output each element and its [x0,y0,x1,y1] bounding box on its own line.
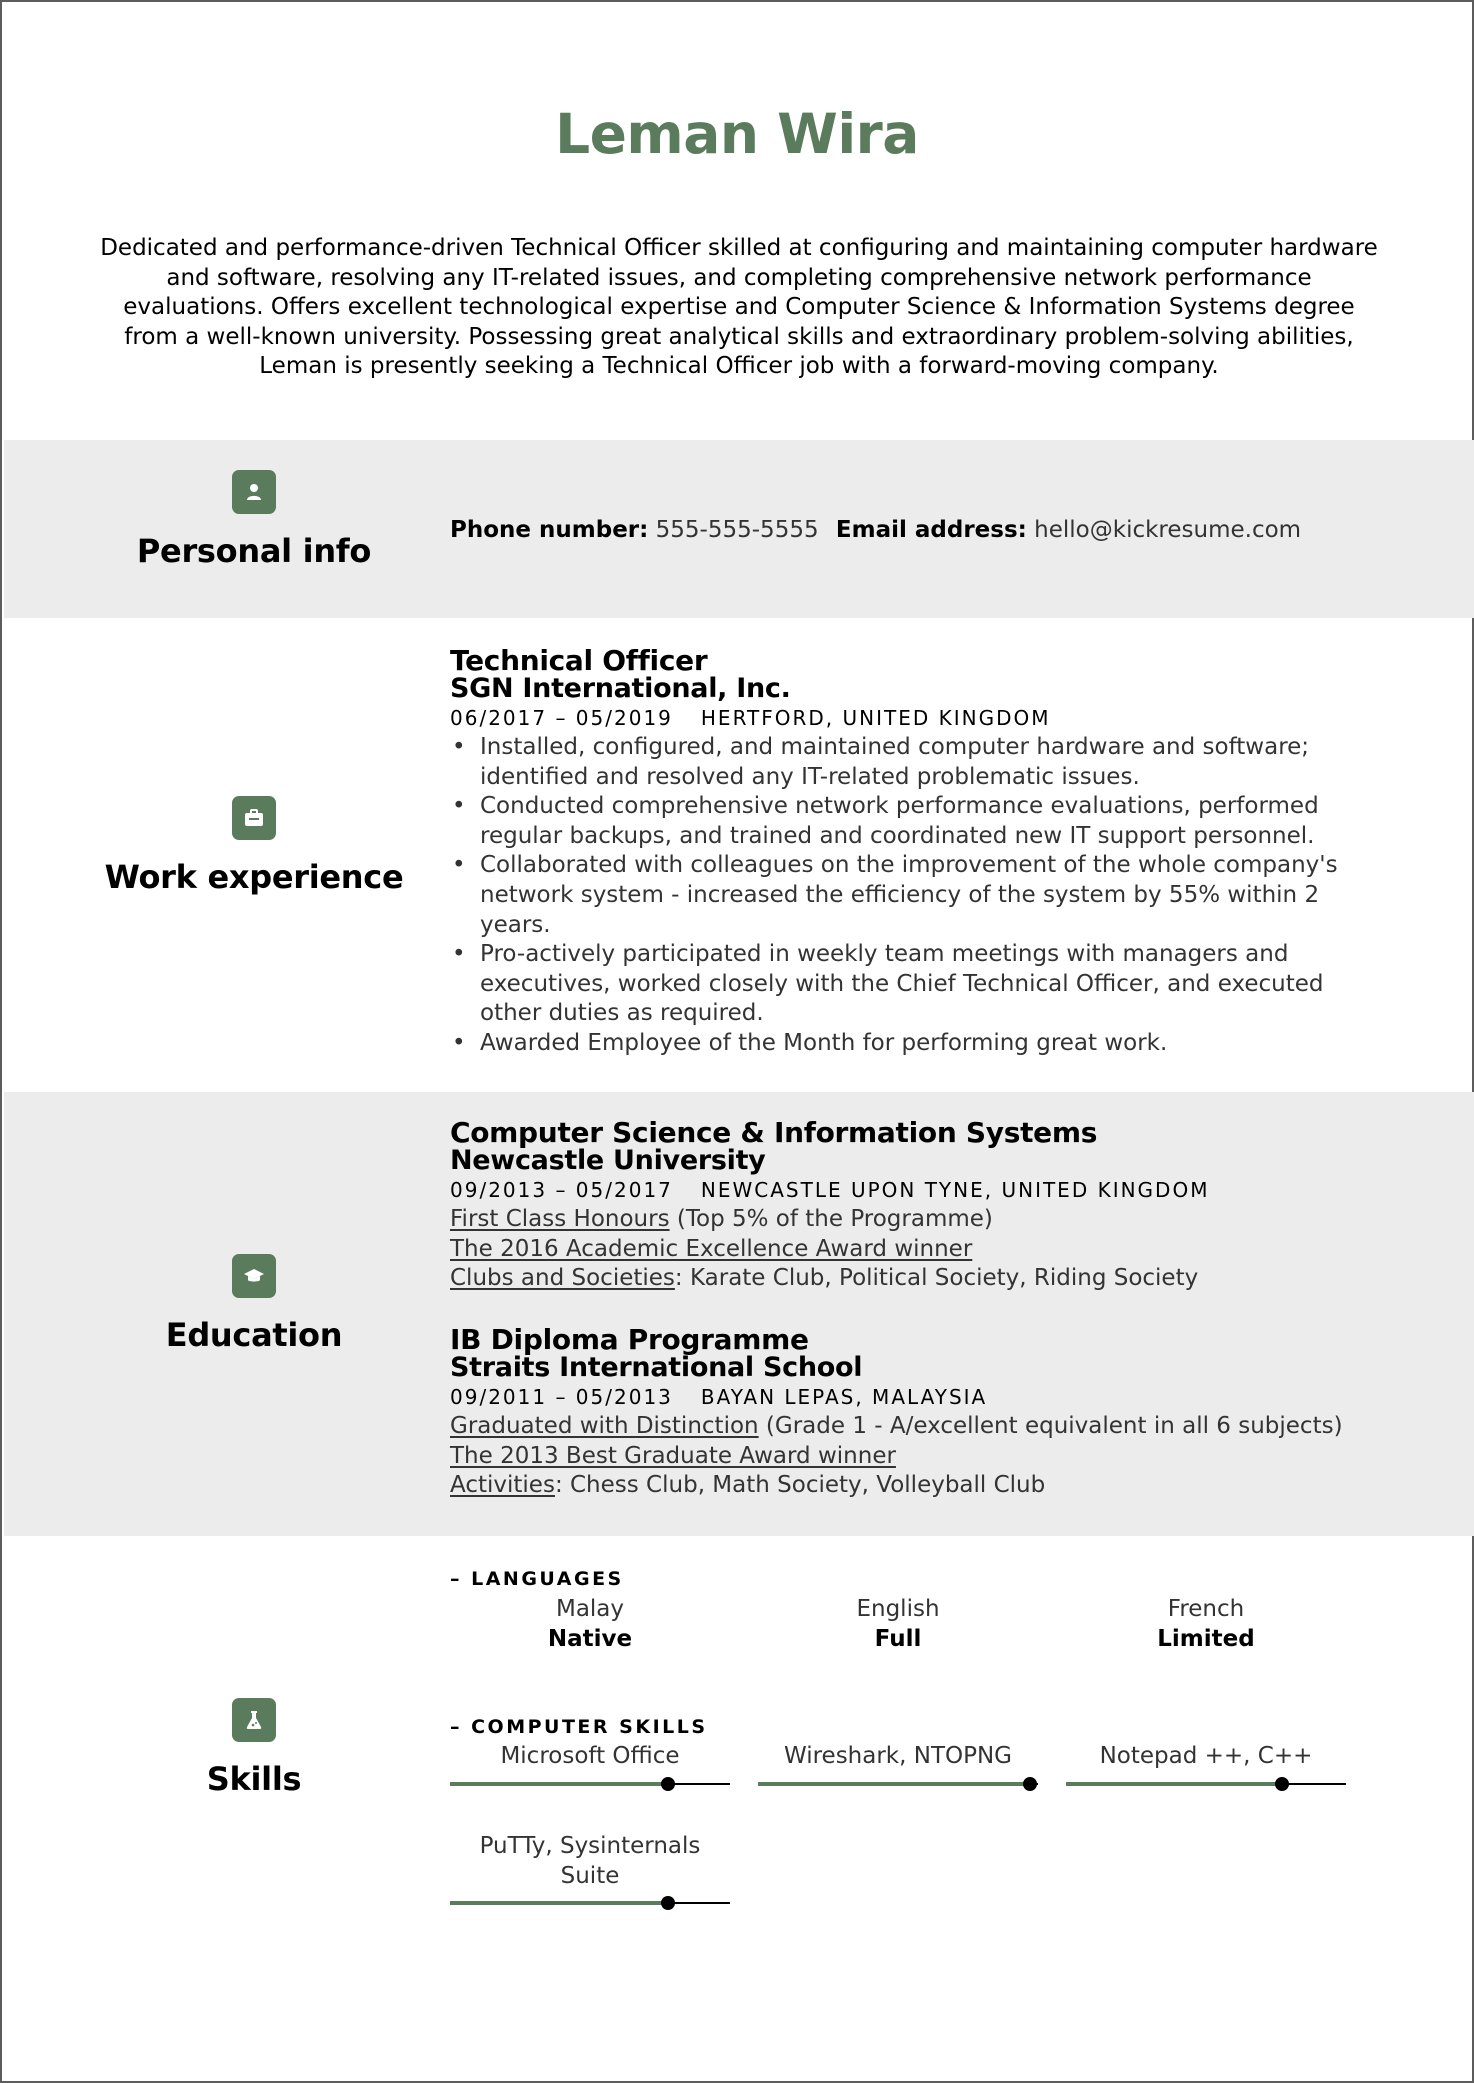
education-note: : Chess Club, Math Society, Volleyball Club [554,1472,1046,1499]
language-item [758,1594,1038,1654]
personal-info-side [4,470,504,570]
job-entry [450,646,1370,1059]
list-item: • Installed, configured, and maintained computer hardware and software; identified and resolved any IT-related problematic issues. [450,733,1370,792]
school-name: Newcastle University [450,1145,766,1176]
job-bullets [450,733,1370,1059]
computer-skills-heading: – COMPUTER SKILLS [450,1716,708,1738]
education-link[interactable]: Activities [450,1472,555,1499]
skills-side [4,1698,504,1798]
personal-info-section [4,440,1474,618]
candidate-name: Leman Wira [555,102,919,166]
education-link[interactable]: Graduated with Distinction [450,1413,759,1439]
skill-bar-handle [1023,1777,1037,1791]
email-label: Email address: [835,517,1027,543]
job-meta [450,703,1370,733]
briefcase-icon [232,796,276,840]
education-dates: 09/2011 – 05/2013 [450,1385,673,1409]
education-line [450,1235,1370,1265]
degree-title: IB Diploma Programme [450,1323,809,1356]
skill-bar-handle [661,1896,675,1910]
person-icon [232,470,276,514]
degree-title: Computer Science & Information Systems [450,1116,1098,1149]
language-name: French [1167,1596,1245,1622]
personal-info-content [450,516,1370,546]
job-company: SGN International, Inc. [450,673,791,704]
skill-bar-handle [661,1777,675,1791]
skill-bar [450,1895,730,1911]
education-entry-2 [450,1325,1370,1501]
education-dates: 09/2013 – 05/2017 [450,1178,673,1202]
school-name: Straits International School [450,1352,863,1383]
work-experience-heading: Work experience [104,858,404,896]
skill-name-line: PuTTy, Sysinternals [479,1833,701,1859]
skill-item [450,1742,730,1792]
skill-bar-fill [450,1782,668,1786]
education-entry-1 [450,1118,1370,1294]
skill-bar [1066,1776,1346,1792]
list-item: • Awarded Employee of the Month for performing great work. [450,1029,1370,1059]
skill-item [1066,1742,1346,1792]
education-line [450,1205,1370,1235]
skill-bar [758,1776,1038,1792]
language-level: Native [547,1626,633,1652]
skill-name: Notepad ++, C++ [1099,1743,1313,1769]
language-level: Full [874,1626,922,1652]
job-dates: 06/2017 – 05/2019 [450,706,673,730]
skill-name: Microsoft Office [500,1743,680,1769]
language-item [450,1594,730,1654]
skill-bar [450,1776,730,1792]
skill-bar-fill [758,1782,1030,1786]
language-item [1066,1594,1346,1654]
contact-line [450,516,1370,546]
education-note: : Karate Club, Political Society, Riding Society [674,1265,1199,1292]
work-experience-side [4,796,504,896]
education-link[interactable]: The 2013 Best Graduate Award winner [450,1442,896,1469]
phone-label: Phone number: [450,517,649,543]
education-location: NEWCASTLE UPON TYNE, UNITED KINGDOM [700,1178,1210,1202]
education-side [4,1254,504,1354]
email-value[interactable]: hello@kickresume.com [1034,517,1302,543]
education-link[interactable]: First Class Honours [450,1206,670,1232]
education-meta [450,1175,1370,1205]
skill-name: Wireshark, NTOPNG [783,1743,1013,1769]
list-item: • Collaborated with colleagues on the improvement of the whole company's network system - increased the efficiency of the system by 55% within 2 years. [450,851,1370,940]
education-link[interactable]: The 2016 Academic Excellence Award winner [450,1235,973,1262]
skill-name-line: Suite [560,1862,620,1889]
education-section [4,1092,1474,1536]
education-line [450,1412,1370,1442]
education-note: (Top 5% of the Programme) [669,1206,993,1232]
personal-info-heading: Personal info [136,532,372,570]
education-line [450,1264,1370,1294]
skill-item [758,1742,1038,1792]
graduation-cap-icon [232,1254,276,1298]
skills-section [4,1536,1474,2036]
flask-icon [232,1698,276,1742]
skill-bar-handle [1275,1777,1289,1791]
education-heading: Education [165,1316,343,1354]
skills-heading: Skills [206,1760,302,1798]
profile-summary: Dedicated and performance-driven Technical Officer skilled at configuring and maintaining computer hardware and software, resolving any IT-related issues, and completing comprehensive network performance evaluations. Offers excellent technological expertise and Computer Science & Information Systems degree from a well-known university. Possessing great analytical skills and extraordinary problem-solving abilities, Leman is presently seeking a Technical Officer job with a forward-moving company. [100,235,1378,379]
skill-name [450,1832,730,1891]
skill-bar-fill [450,1901,668,1905]
language-name: Malay [555,1596,625,1622]
work-experience-section [4,618,1474,1092]
phone-value[interactable]: 555-555-5555 [655,517,819,543]
education-meta [450,1382,1370,1412]
education-line [450,1442,1370,1472]
education-note: (Grade 1 - A/excellent equivalent in all 6 subjects) [758,1413,1343,1439]
job-title: Technical Officer [450,644,708,677]
education-line [450,1471,1370,1501]
list-item: • Pro-actively participated in weekly team meetings with managers and executives, worked closely with the Chief Technical Officer, and executed other duties as required. [450,940,1370,1029]
education-link[interactable]: Clubs and Societies [450,1265,675,1292]
job-location: HERTFORD, UNITED KINGDOM [700,706,1051,730]
skill-item [450,1832,730,1911]
list-item: • Conducted comprehensive network performance evaluations, performed regular backups, and trained and coordinated new IT support personnel. [450,792,1370,851]
language-name: English [856,1596,940,1622]
skill-bar-fill [1066,1782,1282,1786]
education-location: BAYAN LEPAS, MALAYSIA [700,1385,988,1409]
languages-heading: – LANGUAGES [450,1568,624,1590]
language-level: Limited [1157,1626,1255,1652]
